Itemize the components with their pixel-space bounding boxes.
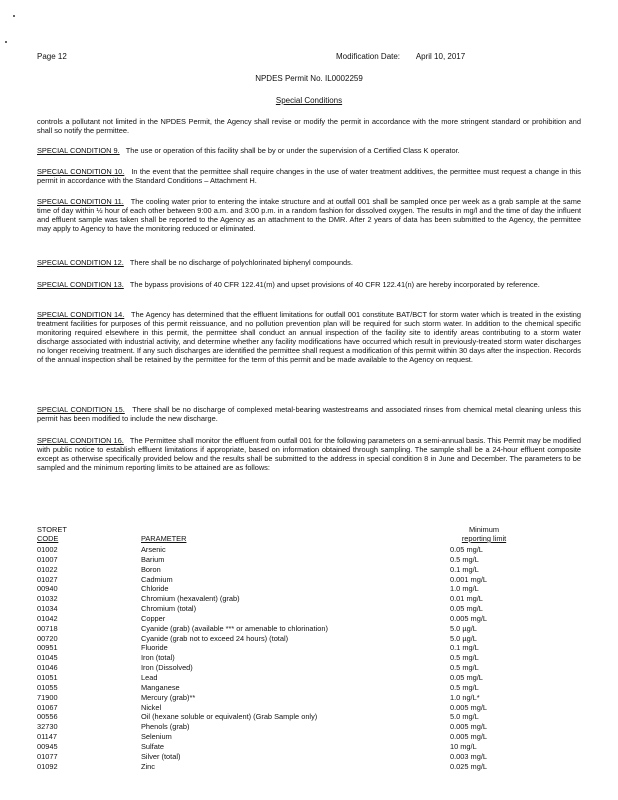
- condition-text: The use or operation of this facility shall be by or under the supervision of a Certified Class K operator.: [125, 146, 460, 155]
- table-row: [37, 545, 557, 555]
- table-row: [37, 742, 557, 752]
- reporting-limit-cell: 0.01 mg/L: [450, 594, 483, 604]
- parameter-header: PARAMETER: [141, 534, 187, 543]
- parameter-cell: Phenols (grab): [141, 722, 190, 732]
- reporting-limit-cell: 5.0 mg/L: [450, 712, 479, 722]
- code-header: CODE: [37, 534, 59, 543]
- modification-date: [336, 52, 465, 61]
- storet-code-cell: 00951: [37, 643, 58, 653]
- reporting-limit-cell: 0.5 mg/L: [450, 554, 479, 564]
- storet-code-cell: 32730: [37, 722, 58, 732]
- parameter-cell: Chloride: [141, 584, 169, 594]
- parameter-cell: Cadmium: [141, 574, 173, 584]
- parameter-cell: Lead: [141, 672, 158, 682]
- storet-code-cell: 01046: [37, 663, 58, 673]
- condition-label: SPECIAL CONDITION 15.: [37, 405, 125, 414]
- permit-number: NPDES Permit No. IL0002259: [255, 74, 363, 83]
- table-row: [37, 584, 557, 594]
- table-row: [37, 683, 557, 693]
- reporting-limit-cell: 0.025 mg/L: [450, 761, 487, 771]
- parameter-cell: Chromium (hexavalent) (grab): [141, 594, 240, 604]
- reporting-limit-cell: 0.5 mg/L: [450, 663, 479, 673]
- storet-code-cell: 00718: [37, 623, 58, 633]
- parameter-cell: Boron: [141, 564, 161, 574]
- parameter-cell: Manganese: [141, 682, 180, 692]
- condition-text: The Permittee shall monitor the effluent from outfall 001 for the following parameters on a semi-annual basis. This Permit may be modified with public notice to establish effluent limitations if appropriate, based on information obtained through sampling. The sample shall be a 24-hour effluent composite except as otherwise specifically provided below and the results shall be submitted to the address in special condition 8 in June and December. The parameters to be sampled and the minimum reporting limits to be attained are as follows:: [37, 436, 581, 472]
- table-row: [37, 565, 557, 575]
- parameter-cell: Iron (total): [141, 653, 175, 663]
- modification-date-label: Modification Date:: [336, 52, 401, 61]
- storet-code-cell: 01002: [37, 545, 58, 554]
- scan-speck: [13, 15, 15, 17]
- condition-text: The cooling water prior to entering the intake structure and at outfall 001 shall be sampled once per week as a grab sample at the same time of day within ½ hour of each other between 9:00 a.m. and 3:00 p.m. in a random fashion for dissolved oxygen. The results in mg/l and the time of day the influent and effluent sample was taken shall be reported to the Agency as an attachment to the DMR. After 2 years of data has been submitted to the Agency, the permittee may apply to Agency to have the monitoring reduced or eliminated.: [37, 197, 582, 233]
- parameter-cell: Zinc: [141, 761, 155, 771]
- storet-code-cell: 01027: [37, 574, 58, 584]
- reporting-limit-cell: 0.05 mg/L: [450, 545, 483, 554]
- table-row: [37, 732, 557, 742]
- table-row: [37, 594, 557, 604]
- parameter-cell: Arsenic: [141, 545, 166, 554]
- special-condition-14: [37, 310, 581, 364]
- table-row: [37, 653, 557, 663]
- storet-header: STORET: [37, 525, 67, 534]
- modification-date-value: April 10, 2017: [415, 52, 466, 61]
- storet-code-cell: 01032: [37, 594, 58, 604]
- table-row: [37, 575, 557, 585]
- condition-label: SPECIAL CONDITION 14.: [37, 310, 125, 319]
- reporting-limit-cell: 5.0 µg/L: [450, 623, 477, 633]
- table-row: [37, 624, 557, 634]
- storet-code-cell: 00940: [37, 584, 58, 594]
- table-row: [37, 643, 557, 653]
- table-row: [37, 693, 557, 703]
- parameter-cell: Barium: [141, 554, 165, 564]
- table-row: [37, 722, 557, 732]
- reporting-limit-cell: 10 mg/L: [450, 741, 477, 751]
- parameter-cell: Mercury (grab)**: [141, 692, 196, 702]
- minimum-header: Minimum: [469, 525, 499, 534]
- condition-label: SPECIAL CONDITION 11.: [37, 197, 124, 206]
- table-row: [37, 712, 557, 722]
- reporting-limit-cell: 0.005 mg/L: [450, 722, 487, 732]
- storet-code-cell: 01077: [37, 751, 58, 761]
- table-row: [37, 614, 557, 624]
- storet-code-cell: 01055: [37, 682, 58, 692]
- storet-code-cell: 00556: [37, 712, 58, 722]
- limit-header: reporting limit: [461, 534, 507, 543]
- condition-label: SPECIAL CONDITION 9.: [37, 146, 120, 155]
- parameter-cell: Nickel: [141, 702, 162, 712]
- reporting-limit-cell: 0.5 mg/L: [450, 653, 479, 663]
- condition-text: In the event that the permittee shall require changes in the use of water treatment additives, the permittee must request a change in this permit in accordance with the Standard Conditions – Attachment H.: [37, 167, 582, 185]
- condition-text: The bypass provisions of 40 CFR 122.41(m) and upset provisions of 40 CFR 122.41(n) are hereby incorporated by reference.: [129, 280, 540, 289]
- condition-label: SPECIAL CONDITION 12.: [37, 258, 124, 267]
- parameter-cell: Selenium: [141, 732, 172, 742]
- table-row: [37, 604, 557, 614]
- parameter-table: [37, 523, 557, 771]
- storet-code-header: [37, 525, 67, 543]
- reporting-limit-header: [444, 525, 524, 543]
- special-condition-16: [37, 436, 581, 472]
- table-row: [37, 762, 557, 772]
- reporting-limit-cell: 0.5 mg/L: [450, 682, 479, 692]
- table-row: [37, 673, 557, 683]
- reporting-limit-cell: 1.0 ng/L*: [450, 692, 480, 702]
- page-number: Page 12: [37, 52, 67, 61]
- table-body: [37, 545, 557, 771]
- parameter-cell: Cyanide (grab) (available *** or amenable to chlorination): [141, 623, 328, 633]
- condition-label: SPECIAL CONDITION 10.: [37, 167, 125, 176]
- storet-code-cell: 01042: [37, 613, 58, 623]
- parameter-cell: Fluoride: [141, 643, 168, 653]
- reporting-limit-cell: 0.001 mg/L: [450, 574, 487, 584]
- parameter-cell: Oil (hexane soluble or equivalent) (Grab Sample only): [141, 712, 318, 722]
- table-row: [37, 663, 557, 673]
- condition-label: SPECIAL CONDITION 16.: [37, 436, 124, 445]
- reporting-limit-cell: 0.1 mg/L: [450, 643, 479, 653]
- reporting-limit-cell: 0.05 mg/L: [450, 604, 483, 614]
- special-condition-11: [37, 197, 581, 233]
- reporting-limit-cell: 0.005 mg/L: [450, 732, 487, 742]
- special-condition-13: [37, 280, 581, 289]
- continuation-paragraph: controls a pollutant not limited in the NPDES Permit, the Agency shall revise or modify the permit in accordance with the more stringent standard or prohibition and shall so notify the permittee.: [37, 117, 581, 135]
- storet-code-cell: 01045: [37, 653, 58, 663]
- storet-code-cell: 01022: [37, 564, 58, 574]
- storet-code-cell: 01007: [37, 554, 58, 564]
- parameter-cell: Silver (total): [141, 751, 181, 761]
- reporting-limit-cell: 5.0 µg/L: [450, 633, 477, 643]
- storet-code-cell: 01092: [37, 761, 58, 771]
- condition-text: There shall be no discharge of polychlorinated biphenyl compounds.: [129, 258, 353, 267]
- table-row: [37, 555, 557, 565]
- special-condition-15: [37, 405, 581, 423]
- condition-text: There shall be no discharge of complexed metal-bearing wastestreams and associated rinses from chemical metal cleaning unless this permit has been modified to include the new discharge.: [37, 405, 581, 423]
- reporting-limit-cell: 0.003 mg/L: [450, 751, 487, 761]
- table-header: [37, 523, 557, 545]
- reporting-limit-cell: 0.05 mg/L: [450, 672, 483, 682]
- table-row: [37, 634, 557, 644]
- storet-code-cell: 01051: [37, 672, 58, 682]
- storet-code-cell: 00945: [37, 741, 58, 751]
- table-row: [37, 752, 557, 762]
- parameter-cell: Copper: [141, 613, 166, 623]
- special-condition-10: [37, 167, 581, 185]
- storet-code-cell: 01034: [37, 604, 58, 614]
- reporting-limit-cell: 0.005 mg/L: [450, 702, 487, 712]
- special-condition-9: [37, 146, 581, 155]
- storet-code-cell: 01067: [37, 702, 58, 712]
- condition-label: SPECIAL CONDITION 13.: [37, 280, 124, 289]
- reporting-limit-cell: 1.0 mg/L: [450, 584, 479, 594]
- section-heading: Special Conditions: [275, 96, 343, 105]
- table-row: [37, 703, 557, 713]
- parameter-cell: Iron (Dissolved): [141, 663, 193, 673]
- scan-speck: [5, 41, 7, 43]
- parameter-cell: Sulfate: [141, 741, 165, 751]
- parameter-cell: Chromium (total): [141, 604, 197, 614]
- special-condition-12: [37, 258, 581, 267]
- reporting-limit-cell: 0.005 mg/L: [450, 613, 487, 623]
- storet-code-cell: 71900: [37, 692, 58, 702]
- reporting-limit-cell: 0.1 mg/L: [450, 564, 479, 574]
- parameter-cell: Cyanide (grab not to exceed 24 hours) (total): [141, 633, 289, 643]
- storet-code-cell: 00720: [37, 633, 58, 643]
- condition-text: The Agency has determined that the effluent limitations for outfall 001 constitute BAT/BCT for storm water which is treated in the existing treatment facilities for purposes of this permit reissuance, and no pollution prevention plan will be required for such storm water. In addition to the chemical specific monitoring required elsewhere in this permit, the permittee shall conduct an annual inspection of the facility site to identify areas contributing to a storm water discharge associated with industrial activity, and determine whether any facility modifications have occurred which result in previously-treated storm water discharges no longer receiving treatment. If any such discharges are identified the permittee shall request a modification of this permit within 30 days after the inspection. Records of the annual inspection shall be retained by the permittee for the term of this permit and be made available to the Agency on request.: [37, 310, 581, 364]
- storet-code-cell: 01147: [37, 732, 58, 742]
